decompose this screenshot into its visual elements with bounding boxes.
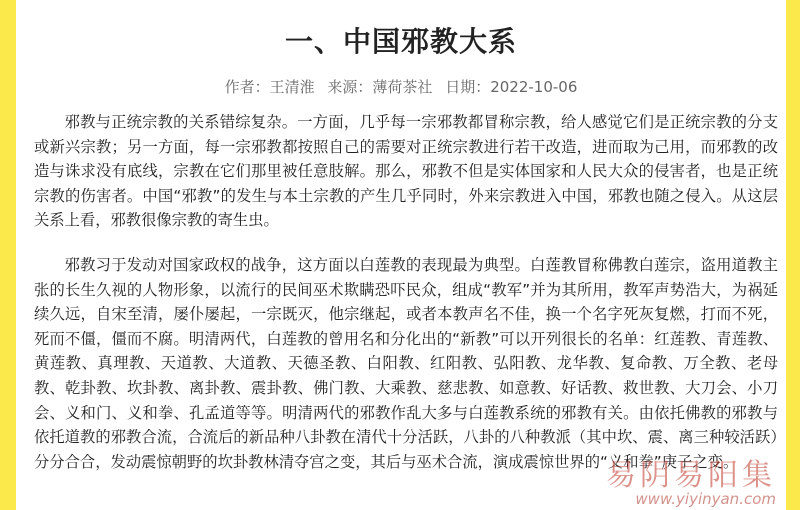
author-label: 作者：王清淮 [224, 78, 315, 96]
watermark-text: 易阴易阳集 [606, 458, 776, 493]
date-label: 日期：2022-10-06 [445, 78, 578, 96]
paragraph-1: 邪教与正统宗教的关系错综复杂。一方面，几乎每一宗邪教都冒称宗教，给人感觉它们是正统宗教的分支或新兴宗教；另一方面，每一宗邪教都按照自己的需要对正统宗教进行若干改造，进而取为己用，而邪教的改造与诛求没有底线，宗教在它们那里被任意肢解。那么，邪教不但是实体国家和人民大众的侵害者，也是正统宗教的伤害者。中国“邪教”的发生与本土宗教的产生几乎同时，外来宗教进入中国，邪教也随之侵入。从这层关系上看，邪教很像宗教的寄生虫。 [34, 113, 778, 230]
article-meta [16, 76, 786, 97]
article-body [34, 110, 778, 494]
article-title: 一、中国邪教大系 [284, 25, 517, 58]
paragraph-2: 邪教习于发动对国家政权的战争，这方面以白莲教的表现最为典型。白莲教冒称佛教白莲宗，盗用道教主张的长生久视的人物形象，以流行的民间巫术欺瞒恐吓民众，组成“教军”并为其所用，教军声势浩大，为祸延续久远，自宋至清，屡仆屡起，一宗既灭，他宗继起，或者本教声名不佳，换一个名字死灰复燃，打而不死，死而不僵，僵而不腐。明清两代，白莲教的曾用名和分化出的“新教”可以开列很长的名单：红莲教、青莲教、黄莲教、真理教、天道教、大道教、天德圣教、白阳教、红阳教、弘阳教、龙华教、复命教、万全教、老母教、乾卦教、坎卦教、离卦教、震卦教、佛门教、大乘教、慈悲教、如意教、好话教、救世教、大刀会、小刀会、义和门、义和拳、孔孟道等等。明清两代的邪教作乱大多与白莲教系统的邪教有关。由依托佛教的邪教与依托道教的邪教合流，合流后的新品种八卦教在清代十分活跃，八卦的八种教派（其中坎、震、离三种较活跃）分分合合，发动震惊朝野的坎卦教林清夺宫之变，其后与巫术合流，演成震惊世界的“义和拳”庚子之变。 [34, 255, 778, 471]
article-page [16, 0, 786, 510]
watermark-url: www.yiyinyan.com [635, 490, 776, 508]
source-label: 来源：薄荷茶社 [327, 78, 433, 96]
